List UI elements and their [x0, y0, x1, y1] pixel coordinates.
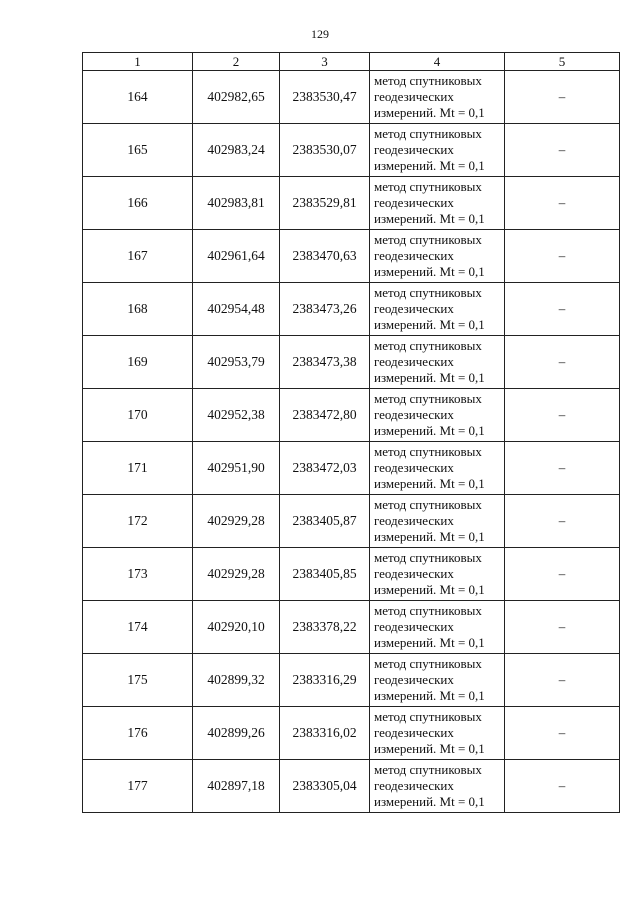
y-coordinate: 2383316,29 — [280, 654, 370, 707]
method-line-3: измерений. Mt = 0,1 — [374, 794, 485, 809]
y-coordinate: 2383470,63 — [280, 230, 370, 283]
table-body — [83, 71, 620, 813]
method-line-2: геодезических — [374, 301, 454, 316]
method-description — [370, 495, 505, 548]
point-number: 176 — [83, 707, 193, 760]
table-row — [83, 707, 620, 760]
y-coordinate: 2383405,87 — [280, 495, 370, 548]
col5-value: – — [505, 707, 620, 760]
method-line-1: метод спутниковых — [374, 709, 482, 724]
col5-value: – — [505, 389, 620, 442]
table-row — [83, 283, 620, 336]
method-line-1: метод спутниковых — [374, 550, 482, 565]
col5-value: – — [505, 71, 620, 124]
method-description — [370, 389, 505, 442]
method-line-3: измерений. Mt = 0,1 — [374, 423, 485, 438]
x-coordinate: 402899,26 — [193, 707, 280, 760]
x-coordinate: 402953,79 — [193, 336, 280, 389]
x-coordinate: 402929,28 — [193, 495, 280, 548]
method-line-1: метод спутниковых — [374, 232, 482, 247]
col5-value: – — [505, 548, 620, 601]
x-coordinate: 402983,24 — [193, 124, 280, 177]
table-row — [83, 442, 620, 495]
y-coordinate: 2383405,85 — [280, 548, 370, 601]
point-number: 168 — [83, 283, 193, 336]
point-number: 165 — [83, 124, 193, 177]
col5-value: – — [505, 601, 620, 654]
y-coordinate: 2383472,80 — [280, 389, 370, 442]
col5-value: – — [505, 230, 620, 283]
y-coordinate: 2383316,02 — [280, 707, 370, 760]
method-description — [370, 760, 505, 813]
method-description — [370, 336, 505, 389]
header-col-1: 1 — [83, 53, 193, 71]
header-col-4: 4 — [370, 53, 505, 71]
col5-value: – — [505, 495, 620, 548]
y-coordinate: 2383378,22 — [280, 601, 370, 654]
point-number: 174 — [83, 601, 193, 654]
table-row — [83, 336, 620, 389]
y-coordinate: 2383530,07 — [280, 124, 370, 177]
method-line-3: измерений. Mt = 0,1 — [374, 635, 485, 650]
point-number: 177 — [83, 760, 193, 813]
point-number: 167 — [83, 230, 193, 283]
col5-value: – — [505, 654, 620, 707]
method-line-3: измерений. Mt = 0,1 — [374, 211, 485, 226]
method-line-2: геодезических — [374, 460, 454, 475]
method-description — [370, 71, 505, 124]
col5-value: – — [505, 124, 620, 177]
method-line-3: измерений. Mt = 0,1 — [374, 317, 485, 332]
y-coordinate: 2383473,26 — [280, 283, 370, 336]
method-line-1: метод спутниковых — [374, 338, 482, 353]
table-row — [83, 495, 620, 548]
col5-value: – — [505, 760, 620, 813]
point-number: 173 — [83, 548, 193, 601]
method-line-2: геодезических — [374, 619, 454, 634]
header-col-3: 3 — [280, 53, 370, 71]
method-line-2: геодезических — [374, 89, 454, 104]
method-line-3: измерений. Mt = 0,1 — [374, 529, 485, 544]
table-row — [83, 760, 620, 813]
method-line-3: измерений. Mt = 0,1 — [374, 741, 485, 756]
method-line-3: измерений. Mt = 0,1 — [374, 370, 485, 385]
method-description — [370, 177, 505, 230]
x-coordinate: 402961,64 — [193, 230, 280, 283]
x-coordinate: 402897,18 — [193, 760, 280, 813]
header-col-5: 5 — [505, 53, 620, 71]
method-line-3: измерений. Mt = 0,1 — [374, 105, 485, 120]
page-number: 129 — [311, 27, 329, 41]
method-description — [370, 442, 505, 495]
method-line-1: метод спутниковых — [374, 285, 482, 300]
x-coordinate: 402929,28 — [193, 548, 280, 601]
method-line-3: измерений. Mt = 0,1 — [374, 158, 485, 173]
method-line-2: геодезических — [374, 195, 454, 210]
x-coordinate: 402952,38 — [193, 389, 280, 442]
method-line-2: геодезических — [374, 407, 454, 422]
col5-value: – — [505, 283, 620, 336]
method-line-1: метод спутниковых — [374, 762, 482, 777]
method-line-2: геодезических — [374, 354, 454, 369]
y-coordinate: 2383305,04 — [280, 760, 370, 813]
method-line-1: метод спутниковых — [374, 603, 482, 618]
method-line-1: метод спутниковых — [374, 179, 482, 194]
header-row — [83, 53, 620, 71]
point-number: 169 — [83, 336, 193, 389]
method-line-3: измерений. Mt = 0,1 — [374, 476, 485, 491]
method-line-2: геодезических — [374, 778, 454, 793]
method-line-2: геодезических — [374, 672, 454, 687]
method-line-1: метод спутниковых — [374, 656, 482, 671]
method-line-1: метод спутниковых — [374, 497, 482, 512]
coordinates-table — [82, 52, 620, 813]
method-description — [370, 124, 505, 177]
table-row — [83, 230, 620, 283]
table-row — [83, 124, 620, 177]
y-coordinate: 2383473,38 — [280, 336, 370, 389]
x-coordinate: 402983,81 — [193, 177, 280, 230]
method-line-1: метод спутниковых — [374, 126, 482, 141]
table-row — [83, 389, 620, 442]
point-number: 172 — [83, 495, 193, 548]
method-description — [370, 654, 505, 707]
table-row — [83, 548, 620, 601]
method-line-2: геодезических — [374, 142, 454, 157]
point-number: 171 — [83, 442, 193, 495]
x-coordinate: 402951,90 — [193, 442, 280, 495]
table-row — [83, 71, 620, 124]
x-coordinate: 402954,48 — [193, 283, 280, 336]
y-coordinate: 2383529,81 — [280, 177, 370, 230]
method-line-1: метод спутниковых — [374, 73, 482, 88]
method-line-2: геодезических — [374, 566, 454, 581]
col5-value: – — [505, 177, 620, 230]
y-coordinate: 2383530,47 — [280, 71, 370, 124]
point-number: 166 — [83, 177, 193, 230]
method-line-1: метод спутниковых — [374, 444, 482, 459]
method-line-2: геодезических — [374, 248, 454, 263]
method-description — [370, 707, 505, 760]
y-coordinate: 2383472,03 — [280, 442, 370, 495]
method-line-2: геодезических — [374, 513, 454, 528]
col5-value: – — [505, 336, 620, 389]
col5-value: – — [505, 442, 620, 495]
method-description — [370, 283, 505, 336]
table-row — [83, 601, 620, 654]
point-number: 175 — [83, 654, 193, 707]
header-col-2: 2 — [193, 53, 280, 71]
method-line-2: геодезических — [374, 725, 454, 740]
x-coordinate: 402920,10 — [193, 601, 280, 654]
method-line-3: измерений. Mt = 0,1 — [374, 264, 485, 279]
method-description — [370, 601, 505, 654]
table-row — [83, 654, 620, 707]
x-coordinate: 402982,65 — [193, 71, 280, 124]
method-line-3: измерений. Mt = 0,1 — [374, 582, 485, 597]
x-coordinate: 402899,32 — [193, 654, 280, 707]
method-line-3: измерений. Mt = 0,1 — [374, 688, 485, 703]
table-header — [83, 53, 620, 71]
table-row — [83, 177, 620, 230]
method-description — [370, 548, 505, 601]
method-description — [370, 230, 505, 283]
point-number: 164 — [83, 71, 193, 124]
method-line-1: метод спутниковых — [374, 391, 482, 406]
point-number: 170 — [83, 389, 193, 442]
